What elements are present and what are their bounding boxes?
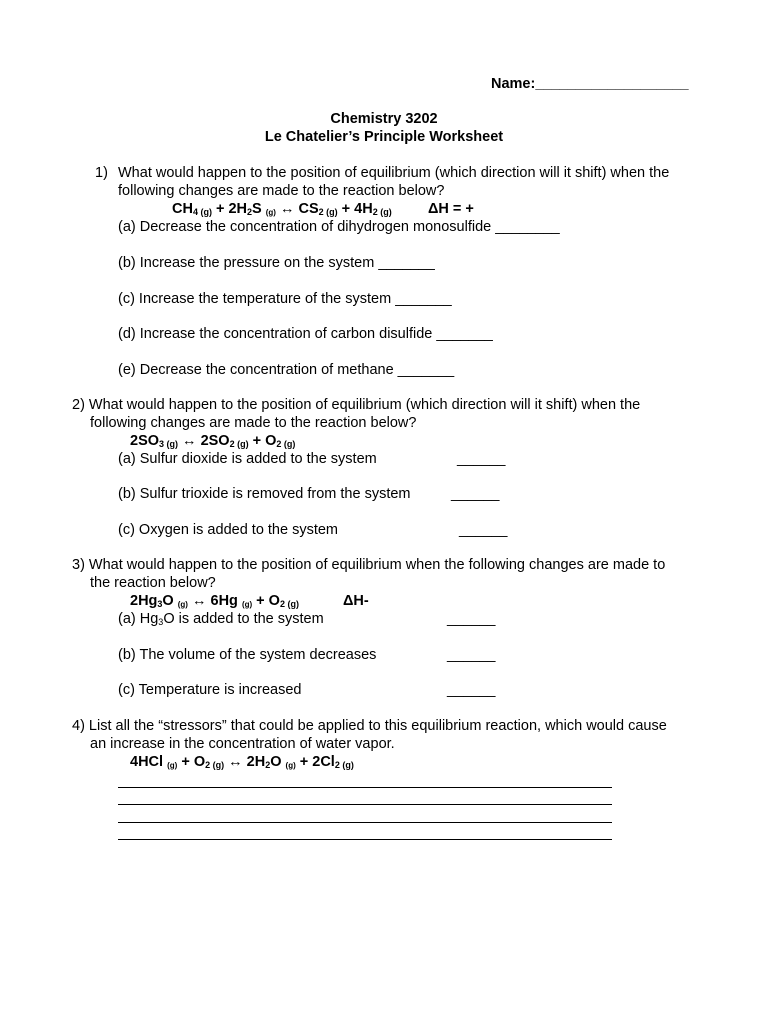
- q4-prompt-line2: an increase in the concentration of water vapor.: [90, 736, 395, 752]
- answer-line: [118, 822, 612, 823]
- q1-item-a: (a) Decrease the concentration of dihydrogen monosulfide ________: [118, 219, 560, 235]
- q2-item-a-blank: ______: [457, 451, 506, 467]
- q3-prompt-line1: 3) What would happen to the position of equilibrium when the following changes are made to: [72, 557, 666, 573]
- q2-item-b-blank: ______: [451, 486, 500, 502]
- q2-item-c: (c) Oxygen is added to the system: [118, 522, 339, 538]
- q3-item-c: (c) Temperature is increased: [118, 682, 302, 698]
- q1-item-e: (e) Decrease the concentration of methane _______: [118, 362, 455, 378]
- q2-prompt-line2: following changes are made to the reaction below?: [90, 415, 417, 431]
- answer-line: [118, 839, 612, 840]
- q2-item-b: (b) Sulfur trioxide is removed from the system: [118, 486, 411, 502]
- q4-reaction-equation: 4HCl $_{(g)} + O_{2 (g)}$ ↔ $2H_2O$ $_{(g)} + 2Cl_{2 (g)}$: [130, 754, 354, 770]
- q1-enthalpy: ΔH = +: [428, 201, 474, 217]
- answer-line: [118, 804, 612, 805]
- q1-item-d: (d) Increase the concentration of carbon disulfide _______: [118, 326, 493, 342]
- q3-reaction-equation: $2Hg_3O$ $_{(g)}$ ↔ 6Hg $_{(g)} + O_{2 (g)}$: [130, 593, 299, 609]
- q2-item-c-blank: ______: [459, 522, 508, 538]
- q1-prompt-line2: following changes are made to the reaction below?: [118, 183, 445, 199]
- course-title: Chemistry 3202: [330, 111, 438, 127]
- q3-item-c-blank: ______: [447, 682, 496, 698]
- q3-item-a: (a) $Hg_3O$ is added to the system: [118, 611, 324, 627]
- worksheet-title: Le Chatelier’s Principle Worksheet: [264, 129, 504, 145]
- q3-prompt-line2: the reaction below?: [90, 575, 216, 591]
- q2-prompt-line1: 2) What would happen to the position of equilibrium (which direction will it shift) when the: [72, 397, 641, 413]
- q3-enthalpy: ΔH-: [343, 593, 369, 609]
- q3-item-b-blank: ______: [447, 647, 496, 663]
- q3-item-b: (b) The volume of the system decreases: [118, 647, 377, 663]
- q1-prompt-line1: What would happen to the position of equilibrium (which direction will it shift) when the: [118, 165, 670, 181]
- q2-item-a: (a) Sulfur dioxide is added to the system: [118, 451, 377, 467]
- q4-prompt-line1: 4) List all the “stressors” that could be applied to this equilibrium reaction, which would cause: [72, 718, 667, 734]
- q1-item-b: (b) Increase the pressure on the system _______: [118, 255, 435, 271]
- q1-reaction-equation: $CH_{4 (g)} + 2H_2S$ $_{(g)}$ ↔ $CS_{2 (g)} + 4H_{2 (g)}$: [172, 201, 392, 217]
- q1-number: 1): [95, 165, 108, 181]
- q2-reaction-equation: $2SO_{3 (g)}$ ↔ $2SO_{2 (g)} + O_{2 (g)}$: [130, 433, 296, 449]
- name-field-label: Name:___________________: [491, 76, 689, 92]
- q3-item-a-blank: ______: [447, 611, 496, 627]
- q1-item-c: (c) Increase the temperature of the system _______: [118, 291, 452, 307]
- answer-line: [118, 787, 612, 788]
